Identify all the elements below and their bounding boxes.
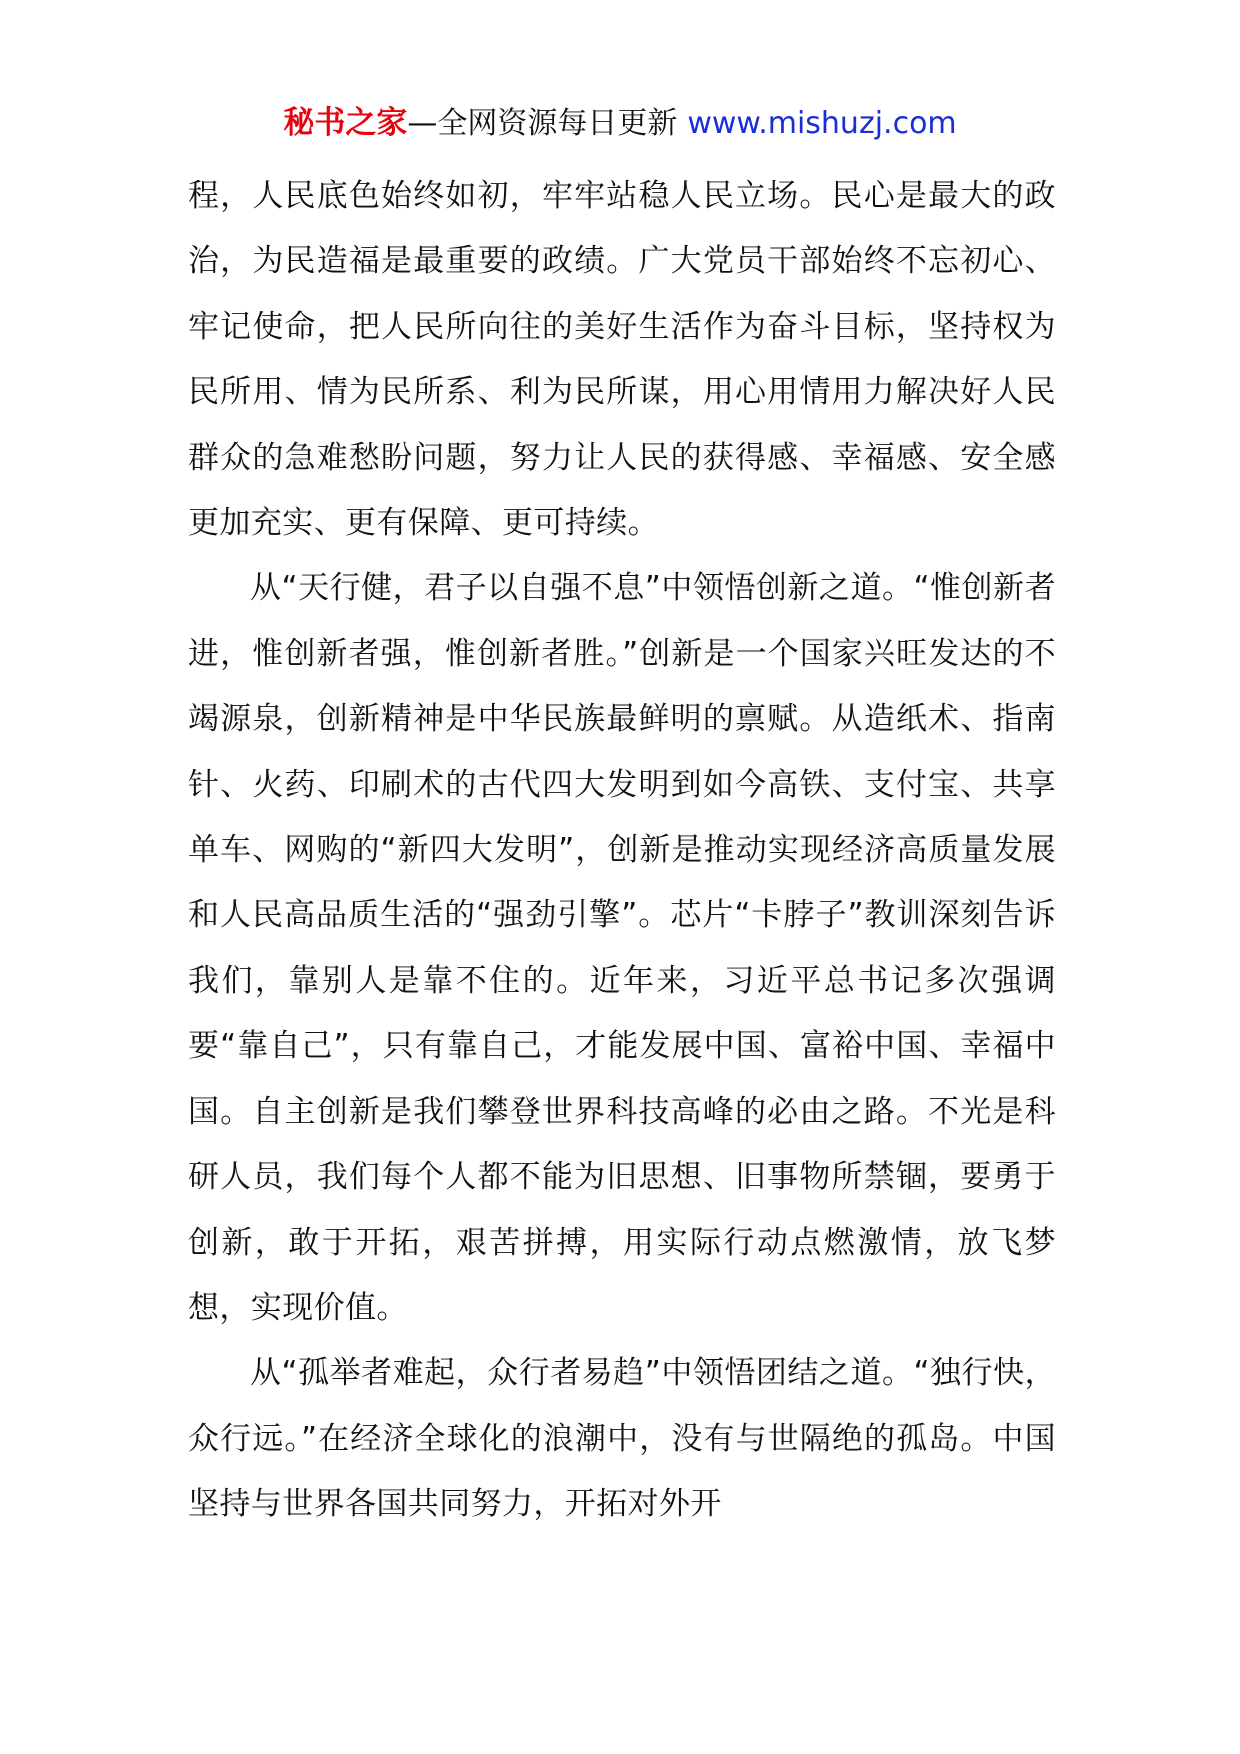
paragraph-unity: 从“孤举者难起，众行者易趋”中领悟团结之道。“独行快，众行远。”在经济全球化的浪潮中，没有与世隔绝的孤岛。中国坚持与世界各国共同努力，开拓对外开 — [188, 1355, 1056, 1523]
document-body — [188, 164, 1056, 1538]
header-brand: 秘书之家 — [283, 105, 408, 141]
paragraph-continuation: 程，人民底色始终如初，牢牢站稳人民立场。民心是最大的政治，为民造福是最重要的政绩。广大党员干部始终不忘初心、牢记使命，把人民所向往的美好生活作为奋斗目标，坚持权为民所用、情为民所系、利为民所谋，用心用情用力解决好人民群众的急难愁盼问题，努力让人民的获得感、幸福感、安全感更加充实、更有保障、更可持续。 — [188, 178, 1056, 542]
page-header — [0, 98, 1240, 149]
header-url-link[interactable]: www.mishuzj.com — [687, 106, 957, 141]
header-tagline: —全网资源每日更新 — [407, 106, 678, 141]
paragraph-innovation: 从“天行健，君子以自强不息”中领悟创新之道。“惟创新者进，惟创新者强，惟创新者胜。”创新是一个国家兴旺发达的不竭源泉，创新精神是中华民族最鲜明的禀赋。从造纸术、指南针、火药、印刷术的古代四大发明到如今高铁、支付宝、共享单车、网购的“新四大发明”，创新是推动实现经济高质量发展和人民高品质生活的“强劲引擎”。芯片“卡脖子”教训深刻告诉我们，靠别人是靠不住的。近年来，习近平总书记多次强调要“靠自己”，只有靠自己，才能发展中国、富裕中国、幸福中国。自主创新是我们攀登世界科技高峰的必由之路。不光是科研人员，我们每个人都不能为旧思想、旧事物所禁锢，要勇于创新，敢于开拓，艰苦拼搏，用实际行动点燃激情，放飞梦想，实现价值。 — [188, 570, 1056, 1326]
